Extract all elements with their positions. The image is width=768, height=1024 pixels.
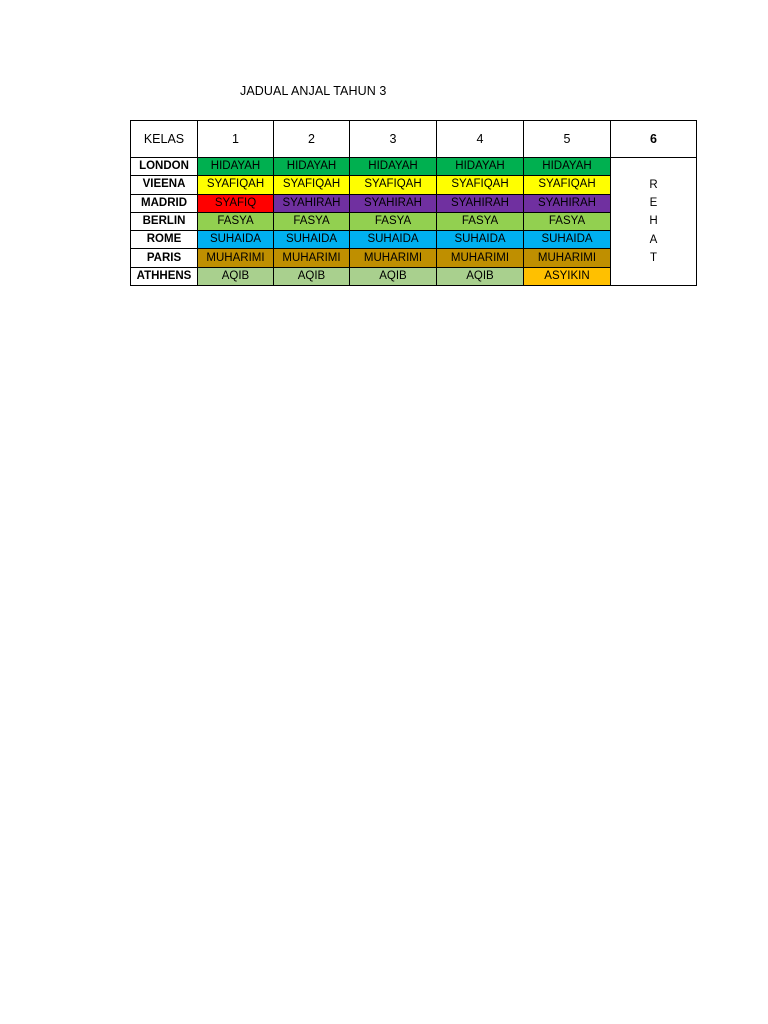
break-letter: T [649,251,658,264]
teacher-cell: FASYA [350,212,437,230]
teacher-cell: HIDAYAH [198,158,274,176]
teacher-cell: AQIB [350,267,437,285]
teacher-cell: SYAFIQ [198,194,274,212]
teacher-cell: MUHARIMI [524,249,611,267]
table-row [131,158,697,176]
teacher-cell: SYAHIRAH [437,194,524,212]
schedule-table [130,120,697,286]
header-column-3: 3 [350,121,437,158]
teacher-cell: HIDAYAH [437,158,524,176]
header-row [131,121,697,158]
class-name: ATHHENS [131,267,198,285]
teacher-cell: SYAHIRAH [274,194,350,212]
teacher-cell: AQIB [198,267,274,285]
teacher-cell: FASYA [198,212,274,230]
teacher-cell: MUHARIMI [437,249,524,267]
teacher-cell: SYAHIRAH [524,194,611,212]
teacher-cell: FASYA [274,212,350,230]
teacher-cell: SYAHIRAH [350,194,437,212]
header-column-5: 5 [524,121,611,158]
teacher-cell: HIDAYAH [274,158,350,176]
teacher-cell: SUHAIDA [274,231,350,249]
break-cell [611,158,697,286]
teacher-cell: FASYA [437,212,524,230]
teacher-cell: MUHARIMI [198,249,274,267]
teacher-cell: SYAFIQAH [437,176,524,194]
header-class-label: KELAS [131,121,198,158]
class-name: BERLIN [131,212,198,230]
teacher-cell: FASYA [524,212,611,230]
break-letter: E [649,197,658,210]
teacher-cell: SYAFIQAH [524,176,611,194]
class-name: LONDON [131,158,198,176]
teacher-cell: ASYIKIN [524,267,611,285]
header-column-6: 6 [611,121,697,158]
teacher-cell: SYAFIQAH [274,176,350,194]
teacher-cell: SUHAIDA [524,231,611,249]
teacher-cell: AQIB [274,267,350,285]
teacher-cell: SUHAIDA [198,231,274,249]
header-column-2: 2 [274,121,350,158]
break-letter: R [649,178,658,191]
teacher-cell: HIDAYAH [350,158,437,176]
teacher-cell: SUHAIDA [350,231,437,249]
class-name: PARIS [131,249,198,267]
class-name: VIEENA [131,176,198,194]
header-column-4: 4 [437,121,524,158]
teacher-cell: HIDAYAH [524,158,611,176]
teacher-cell: MUHARIMI [274,249,350,267]
teacher-cell: SYAFIQAH [350,176,437,194]
header-column-1: 1 [198,121,274,158]
class-name: ROME [131,231,198,249]
class-name: MADRID [131,194,198,212]
teacher-cell: AQIB [437,267,524,285]
teacher-cell: SYAFIQAH [198,176,274,194]
break-letter: H [649,215,658,228]
teacher-cell: MUHARIMI [350,249,437,267]
break-letter: A [649,233,658,246]
page-title: JADUAL ANJAL TAHUN 3 [240,84,387,98]
teacher-cell: SUHAIDA [437,231,524,249]
